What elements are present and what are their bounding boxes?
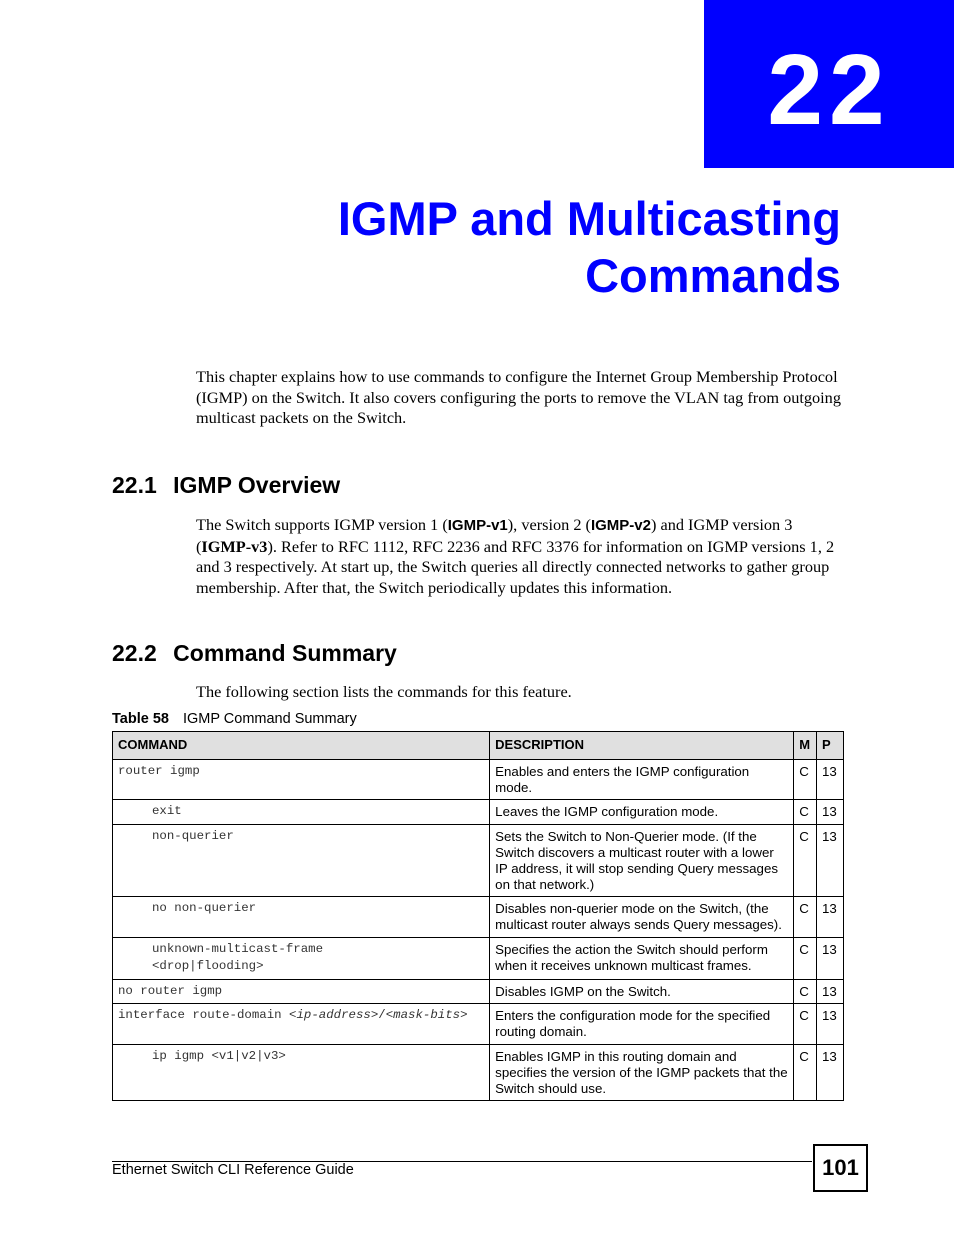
m-cell: C xyxy=(794,1004,817,1045)
m-cell: C xyxy=(794,759,817,800)
description-cell: Enters the configuration mode for the specified routing domain. xyxy=(490,1004,794,1045)
m-cell: C xyxy=(794,937,817,979)
p-cell: 13 xyxy=(817,759,844,800)
chapter-number: 22 xyxy=(767,34,891,146)
intro-paragraph: This chapter explains how to use commands to configure the Internet Group Membership Protocol (IGMP) on the Switch. It also covers configuring the ports to remove the VLAN tag from outgoing multicast packets on the Switch. xyxy=(196,367,841,427)
section-number: 22.1 xyxy=(112,472,157,498)
m-cell: C xyxy=(794,979,817,1004)
chapter-number-box xyxy=(704,0,954,168)
igmp-v1-term: IGMP-v1 xyxy=(447,517,508,534)
table-row xyxy=(113,759,844,800)
text-run: ) and IGMP version 3 ( xyxy=(196,515,793,556)
table-row xyxy=(113,825,844,897)
header-description: DESCRIPTION xyxy=(490,732,794,760)
table-caption xyxy=(112,711,357,727)
p-cell: 13 xyxy=(817,825,844,897)
summary-paragraph: The following section lists the commands for this feature. xyxy=(196,682,572,701)
command-line: <drop|flooding> xyxy=(152,958,264,973)
overview-paragraph xyxy=(196,515,846,598)
m-cell: C xyxy=(794,800,817,825)
table-row xyxy=(113,897,844,938)
table-row xyxy=(113,1004,844,1045)
p-cell: 13 xyxy=(817,937,844,979)
m-cell: C xyxy=(794,1044,817,1100)
command-text: interface route-domain < xyxy=(118,1008,297,1023)
table-caption-title: IGMP Command Summary xyxy=(182,711,357,727)
description-cell: Disables IGMP on the Switch. xyxy=(490,979,794,1004)
chapter-title xyxy=(338,190,841,304)
p-cell: 13 xyxy=(817,1004,844,1045)
command-line: unknown-multicast-frame xyxy=(152,941,324,956)
table-header-row xyxy=(113,732,844,760)
description-cell: Sets the Switch to Non-Querier mode. (If the Switch discovers a multicast router with a lower IP address, it will stop sending Query messages on that network.) xyxy=(490,825,794,897)
m-cell: C xyxy=(794,825,817,897)
command-cell: ip igmp <v1|v2|v3> xyxy=(113,1044,490,1100)
description-cell: Enables and enters the IGMP configuration mode. xyxy=(490,759,794,800)
table-row xyxy=(113,937,844,979)
command-param: mask-bits xyxy=(393,1008,461,1023)
command-cell xyxy=(113,1004,490,1045)
command-cell xyxy=(113,937,490,979)
text-run: ). Refer to RFC 1112, RFC 2236 and RFC 3376 for information on IGMP versions 1, 2 and 3 respectively. At start up, the Switch queries all directly connected networks to gather group membership. After that, the Switch periodically updates this information. xyxy=(196,536,835,597)
table-row xyxy=(113,1044,844,1100)
page-number: 101 xyxy=(813,1144,868,1192)
command-cell: exit xyxy=(113,800,490,825)
table-row xyxy=(113,979,844,1004)
section-heading-igmp-overview xyxy=(112,471,340,499)
command-cell: no non-querier xyxy=(113,897,490,938)
footer-guide-title: Ethernet Switch CLI Reference Guide xyxy=(112,1162,354,1178)
igmp-v3-term: IGMP-v3 xyxy=(201,536,268,556)
command-summary-table xyxy=(112,731,844,1101)
description-cell: Specifies the action the Switch should perform when it receives unknown multicast frames. xyxy=(490,937,794,979)
description-cell: Disables non-querier mode on the Switch, (the multicast router always sends Query messages). xyxy=(490,897,794,938)
header-p: P xyxy=(817,732,844,760)
p-cell: 13 xyxy=(817,1044,844,1100)
command-cell: no router igmp xyxy=(113,979,490,1004)
table-caption-label: Table 58 xyxy=(112,711,169,727)
description-cell: Leaves the IGMP configuration mode. xyxy=(490,800,794,825)
section-title: IGMP Overview xyxy=(173,472,341,498)
chapter-title-line1: IGMP and Multicasting xyxy=(337,192,841,245)
p-cell: 13 xyxy=(817,897,844,938)
chapter-title-line2: Commands xyxy=(585,249,841,302)
p-cell: 13 xyxy=(817,800,844,825)
command-cell: non-querier xyxy=(113,825,490,897)
header-m: M xyxy=(794,732,817,760)
section-heading-command-summary xyxy=(112,639,397,667)
section-number: 22.2 xyxy=(112,640,157,666)
header-command: COMMAND xyxy=(113,732,490,760)
p-cell: 13 xyxy=(817,979,844,1004)
section-title: Command Summary xyxy=(173,640,397,666)
description-cell: Enables IGMP in this routing domain and specifies the version of the IGMP packets that the Switch should use. xyxy=(490,1044,794,1100)
command-text: >/< xyxy=(370,1008,394,1023)
m-cell: C xyxy=(794,897,817,938)
igmp-v2-term: IGMP-v2 xyxy=(590,517,651,534)
table-row xyxy=(113,800,844,825)
command-text: > xyxy=(460,1008,468,1023)
text-run: ), version 2 ( xyxy=(507,515,591,534)
command-param: ip-address xyxy=(296,1008,371,1023)
command-cell: router igmp xyxy=(113,759,490,800)
text-run: The Switch supports IGMP version 1 ( xyxy=(196,515,448,534)
